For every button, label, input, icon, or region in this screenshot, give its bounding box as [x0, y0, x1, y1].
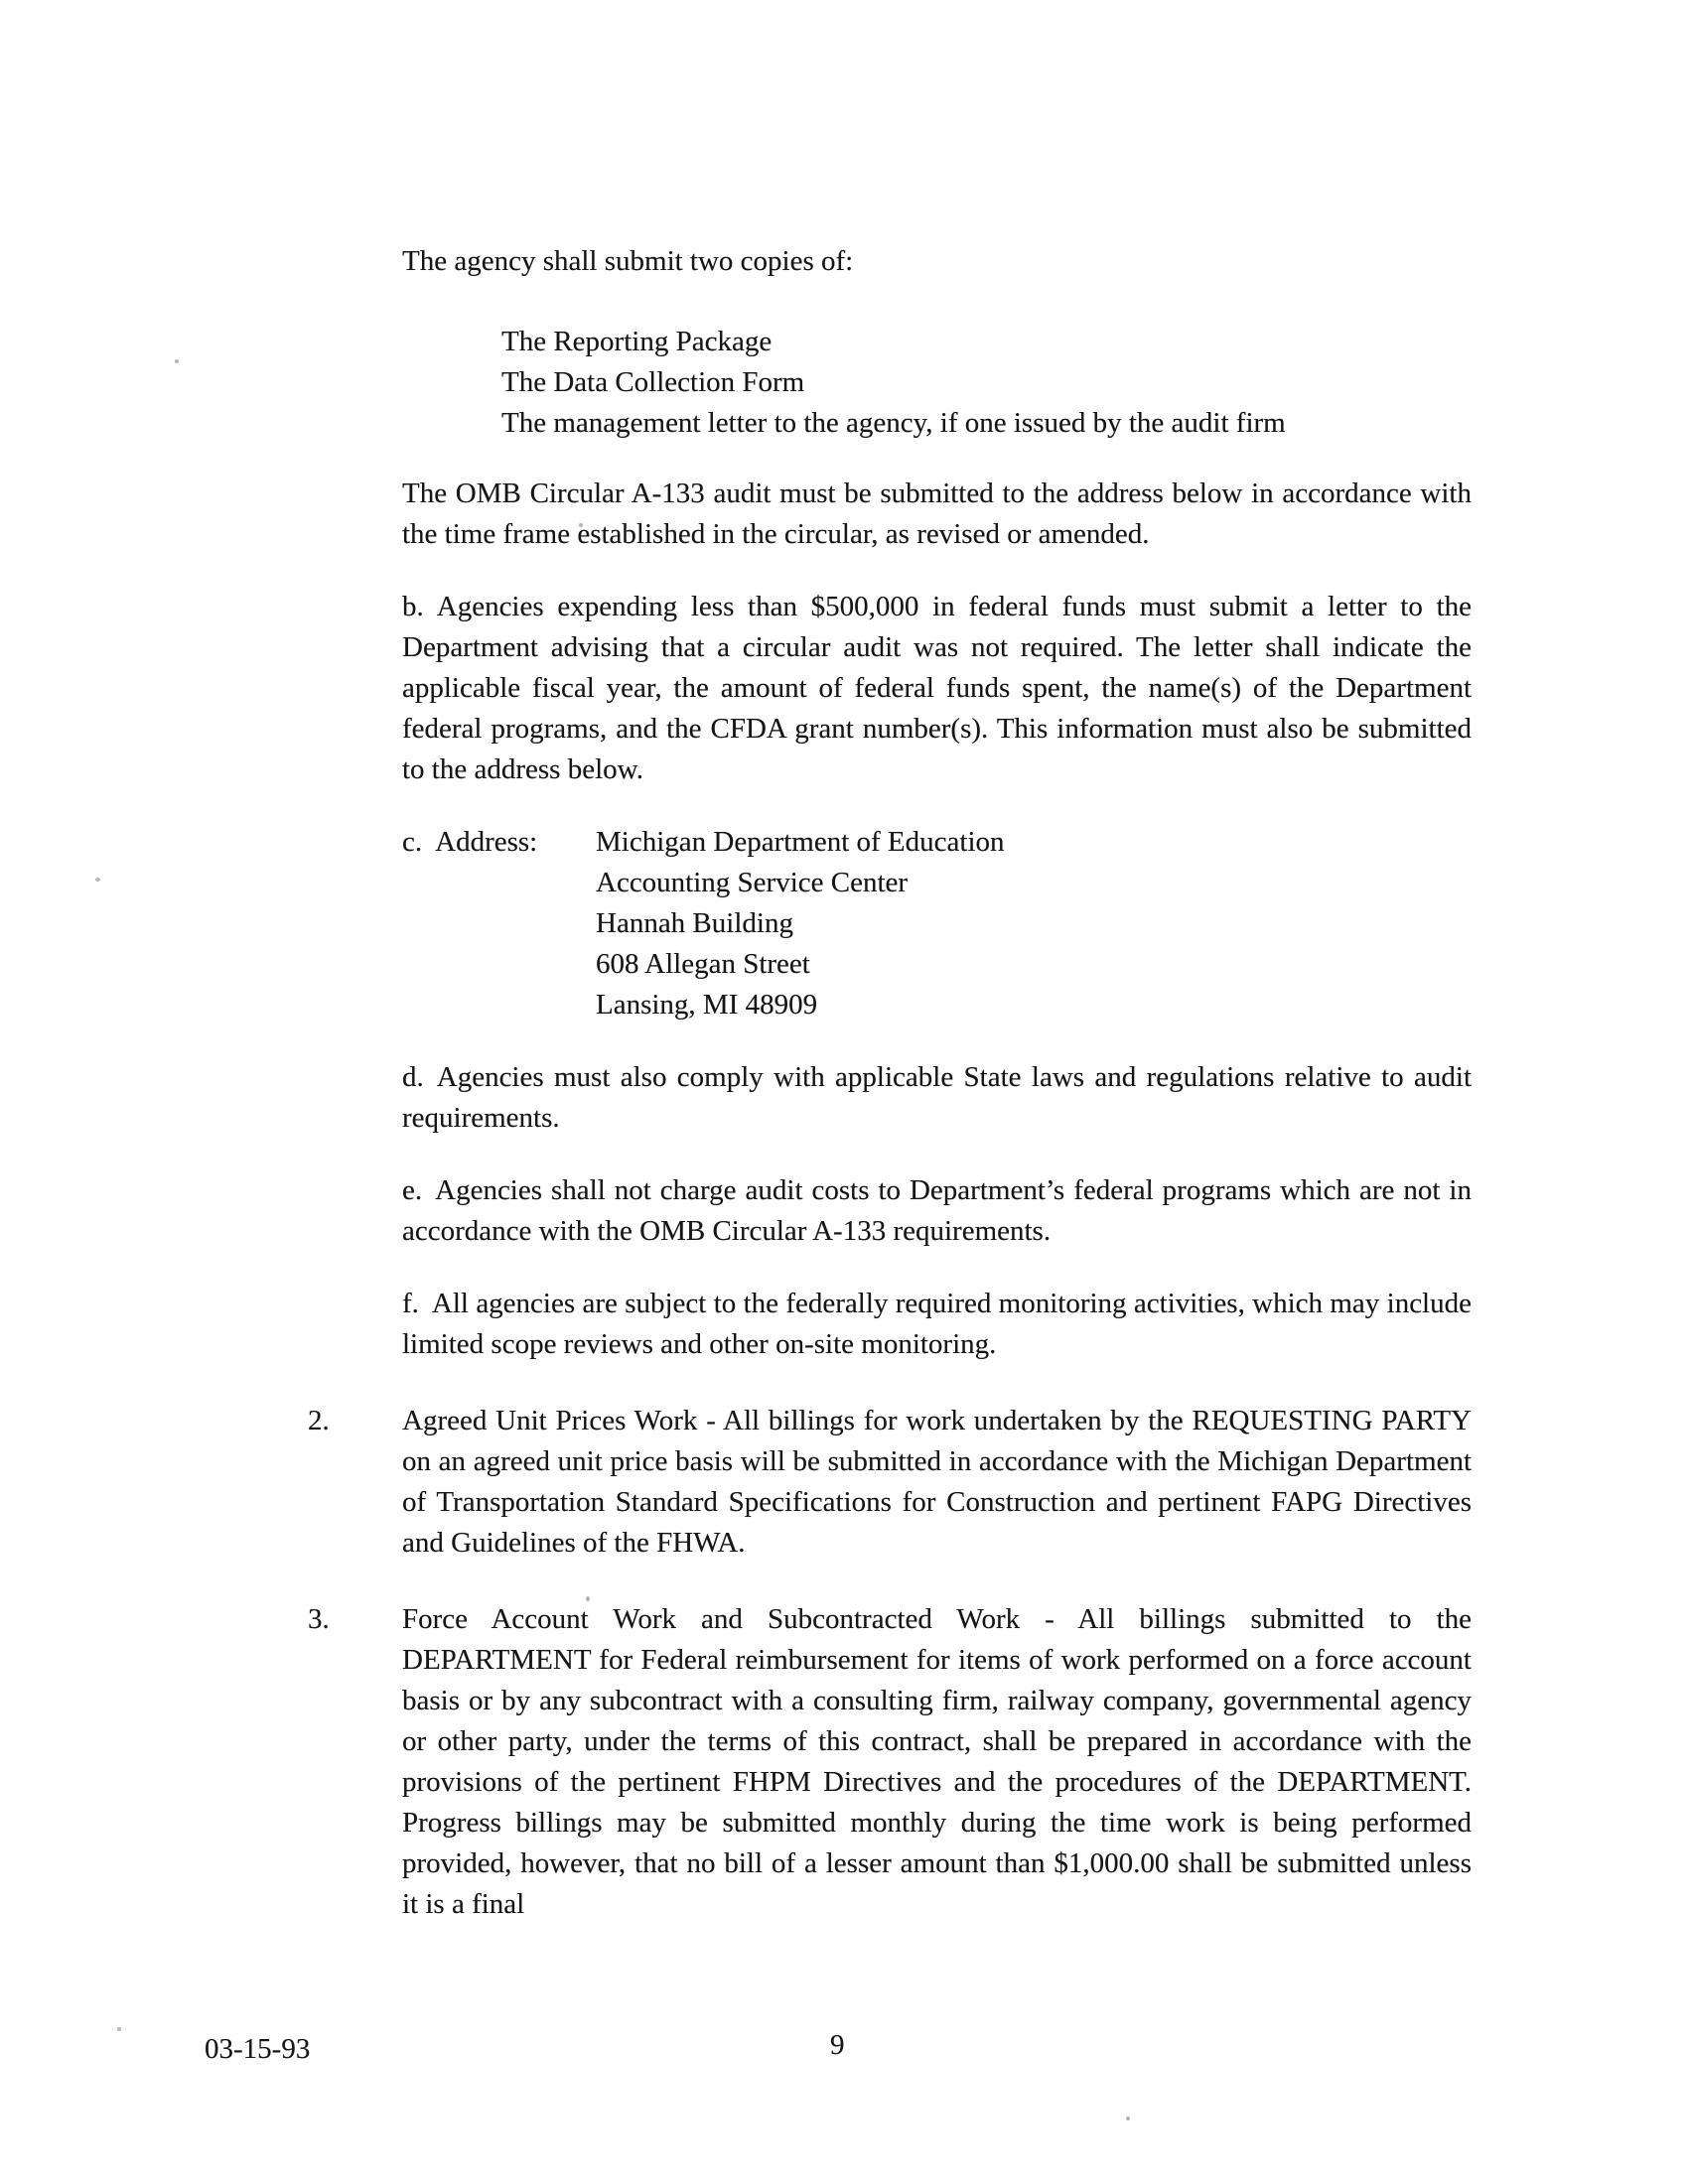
paragraph-e-text: Agencies shall not charge audit costs to Department’s federal programs which are not in accordance with the OMB Circular A-133 requirements. [402, 1174, 1472, 1247]
list-item: The Data Collection Form [501, 366, 805, 398]
item-number: 3. [308, 1603, 330, 1635]
address-line: Accounting Service Center [596, 867, 909, 898]
paragraph-f-text: All agencies are subject to the federally required monitoring activities, which may include limited scope reviews and other on-site monitoring. [402, 1288, 1472, 1360]
scan-artifact [1126, 2116, 1130, 2120]
address-line: 608 Allegan Street [596, 948, 810, 980]
intro-line: The agency shall submit two copies of: [402, 245, 854, 277]
paragraph-d-label: d. [402, 1061, 424, 1093]
address-lines [596, 822, 1005, 1025]
paragraph-d-text: Agencies must also comply with applicable State laws and regulations relative to audit requirements. [402, 1061, 1472, 1134]
scan-artifact [579, 523, 583, 527]
address-line: Michigan Department of Education [596, 826, 1005, 858]
paragraph-e [402, 1170, 1472, 1252]
paragraph-b [402, 587, 1472, 790]
document-body [308, 241, 1472, 1961]
scan-artifact [95, 878, 100, 882]
item-number: 2. [308, 1405, 330, 1436]
paragraph-c-label: c. [402, 826, 423, 858]
list-item: The Reporting Package [501, 326, 773, 357]
address-heading: Address: [435, 826, 538, 858]
numbered-item-3 [308, 1599, 1472, 1925]
footer-date: 03-15-93 [205, 2033, 311, 2065]
address-line: Lansing, MI 48909 [596, 989, 818, 1021]
omb-paragraph: The OMB Circular A-133 audit must be submitted to the address below in accordance with the time frame established in the circular, as revised or amended. [402, 478, 1472, 550]
item-text: Agreed Unit Prices Work - All billings for work undertaken by the REQUESTING PARTY on an agreed unit price basis will be submitted in accordance with the Michigan Department of Transportation Standard Specifications for Construction and pertinent FAPG Directives and Guidelines of the FHWA. [402, 1405, 1472, 1559]
numbered-item-2 [308, 1401, 1472, 1564]
item-text: Force Account Work and Subcontracted Work - All billings submitted to the DEPARTMENT for Federal reimbursement for items of work performed on a force account basis or by any subcontract with a consulting firm, railway company, governmental agency or other party, under the terms of this contract, shall be prepared in accordance with the provisions of the pertinent FHPM Directives and the procedures of the DEPARTMENT. Progress billings may be submitted monthly during the time work is being performed provided, however, that no bill of a lesser amount than $1,000.00 shall be submitted unless it is a final [402, 1603, 1472, 1920]
paragraph-e-label: e. [402, 1174, 423, 1206]
paragraph-d [402, 1057, 1472, 1139]
scan-artifact [586, 1596, 590, 1601]
scan-artifact [117, 2027, 121, 2031]
paragraph-f-label: f. [402, 1288, 419, 1319]
footer-page-number: 9 [830, 2029, 845, 2061]
paragraph-b-label: b. [402, 591, 424, 622]
address-label [402, 822, 596, 1025]
submission-list [501, 322, 1472, 444]
address-line: Hannah Building [596, 907, 793, 939]
scan-artifact [175, 359, 179, 363]
list-item: The management letter to the agency, if one issued by the audit firm [501, 407, 1286, 439]
paragraph-f [402, 1284, 1472, 1365]
paragraph-b-text: Agencies expending less than $500,000 in federal funds must submit a letter to the Department advising that a circular audit was not required. The letter shall indicate the applicable fiscal year, the amount of federal funds spent, the name(s) of the Department federal programs, and the CFDA grant number(s). This information must also be submitted to the address below. [402, 591, 1472, 785]
paragraph-c-address [402, 822, 1472, 1025]
